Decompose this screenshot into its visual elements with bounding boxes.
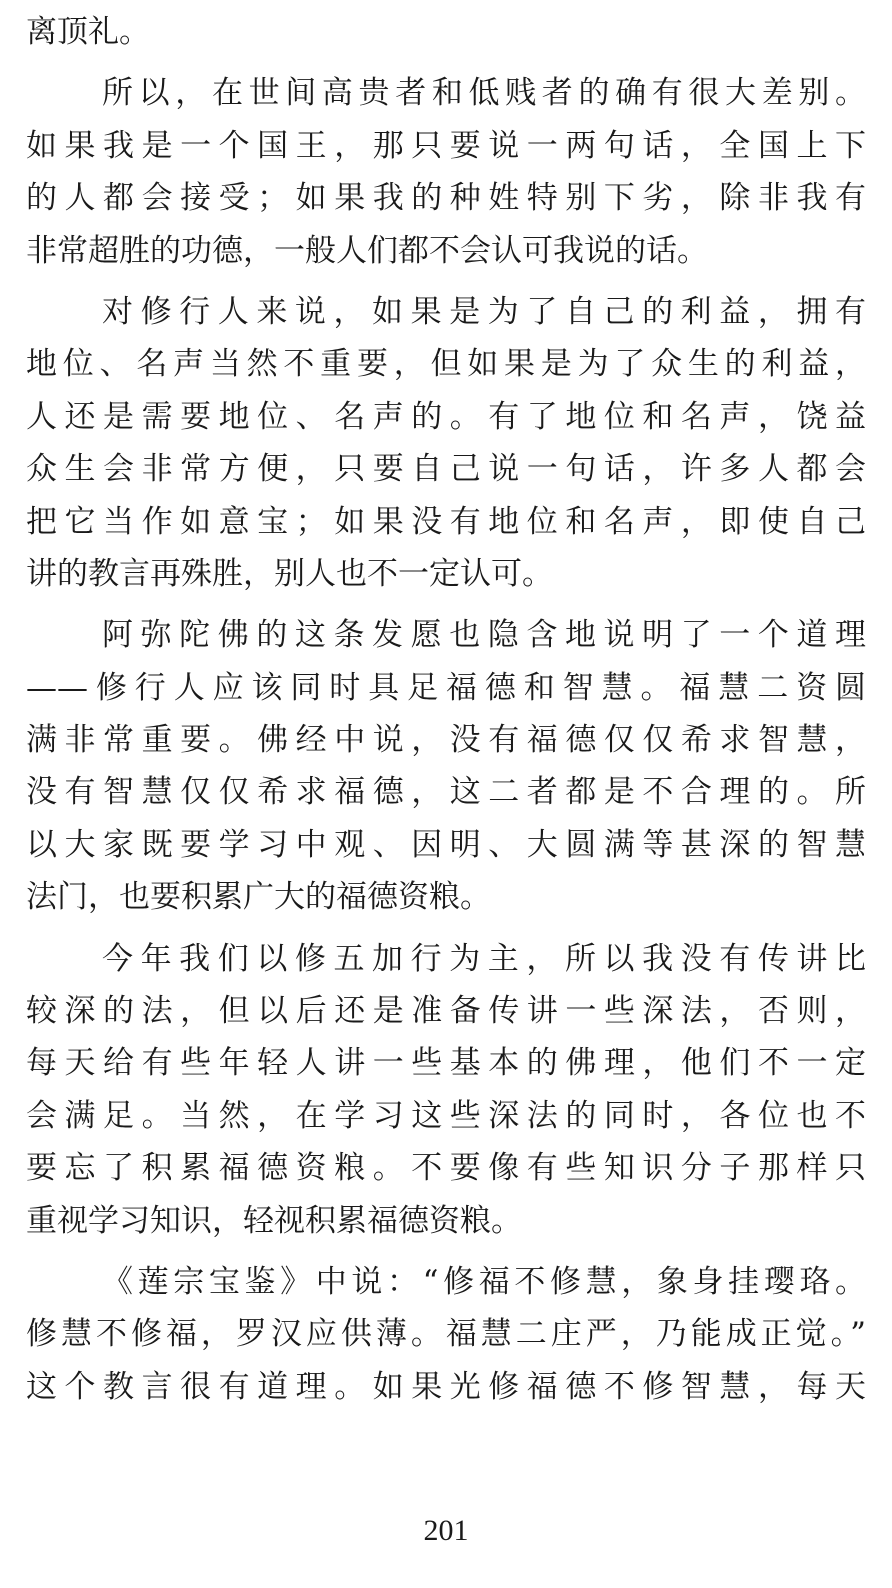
text-line: 会满足。当然，在学习这些深法的同时，各位也不 — [26, 1097, 866, 1134]
text-line: 把它当作如意宝；如果没有地位和名声，即使自己 — [26, 503, 866, 540]
text-line: 较深的法，但以后还是准备传讲一些深法，否则， — [26, 993, 866, 1030]
paragraph — [26, 609, 866, 923]
text-line: 以大家既要学习中观、因明、大圆满等甚深的智慧 — [26, 826, 866, 863]
paragraph — [26, 6, 866, 58]
text-line: 人还是需要地位、名声的。有了地位和名声，饶益 — [26, 398, 866, 435]
text-line: 非常超胜的功德，一般人们都不会认可我说的话。 — [26, 232, 708, 269]
paragraph — [26, 1256, 866, 1413]
text-line: 离顶礼。 — [26, 14, 150, 50]
text-line: 所以，在世间高贵者和低贱者的确有很大差别。 — [102, 75, 866, 112]
text-line: 今年我们以修五加行为主，所以我没有传讲比 — [102, 940, 866, 977]
text-line: 法门，也要积累广大的福德资粮。 — [26, 879, 491, 916]
text-line: 阿弥陀佛的这条发愿也隐含地说明了一个道理 — [102, 617, 866, 654]
text-line: 修慧不修福，罗汉应供薄。福慧二庄严，乃能成正觉。” — [26, 1316, 866, 1353]
text-line: 每天给有些年轻人讲一些基本的佛理，他们不一定 — [26, 1045, 866, 1082]
text-line: ——修行人应该同时具足福德和智慧。福慧二资圆 — [26, 669, 866, 706]
text-line: 众生会非常方便，只要自己说一句话，许多人都会 — [26, 451, 866, 488]
text-line: 如果我是一个国王，那只要说一两句话，全国上下 — [26, 127, 866, 164]
text-line: 对修行人来说，如果是为了自己的利益，拥有 — [102, 293, 866, 330]
paragraph — [26, 286, 866, 600]
text-line: 要忘了积累福德资粮。不要像有些知识分子那样只 — [26, 1150, 866, 1187]
paragraph-gap — [26, 600, 866, 609]
paragraph-gap — [26, 58, 866, 67]
paragraph — [26, 67, 866, 277]
text-line: 讲的教言再殊胜，别人也不一定认可。 — [26, 555, 553, 592]
paragraph-gap — [26, 277, 866, 286]
body-text — [26, 6, 866, 1413]
text-line: 《莲宗宝鉴》中说：“修福不修慧，象身挂璎珞。 — [102, 1263, 866, 1300]
page-number: 201 — [423, 1514, 469, 1547]
text-line: 重视学习知识，轻视积累福德资粮。 — [26, 1202, 522, 1239]
text-line: 的人都会接受；如果我的种姓特别下劣，除非我有 — [26, 180, 866, 217]
text-line: 地位、名声当然不重要，但如果是为了众生的利益， — [26, 346, 866, 383]
text-line: 满非常重要。佛经中说，没有福德仅仅希求智慧， — [26, 722, 866, 759]
paragraph-gap — [26, 924, 866, 933]
paragraph — [26, 933, 866, 1247]
text-line: 没有智慧仅仅希求福德，这二者都是不合理的。所 — [26, 774, 866, 811]
text-line: 这个教言很有道理。如果光修福德不修智慧，每天 — [26, 1368, 866, 1405]
paragraph-gap — [26, 1247, 866, 1256]
